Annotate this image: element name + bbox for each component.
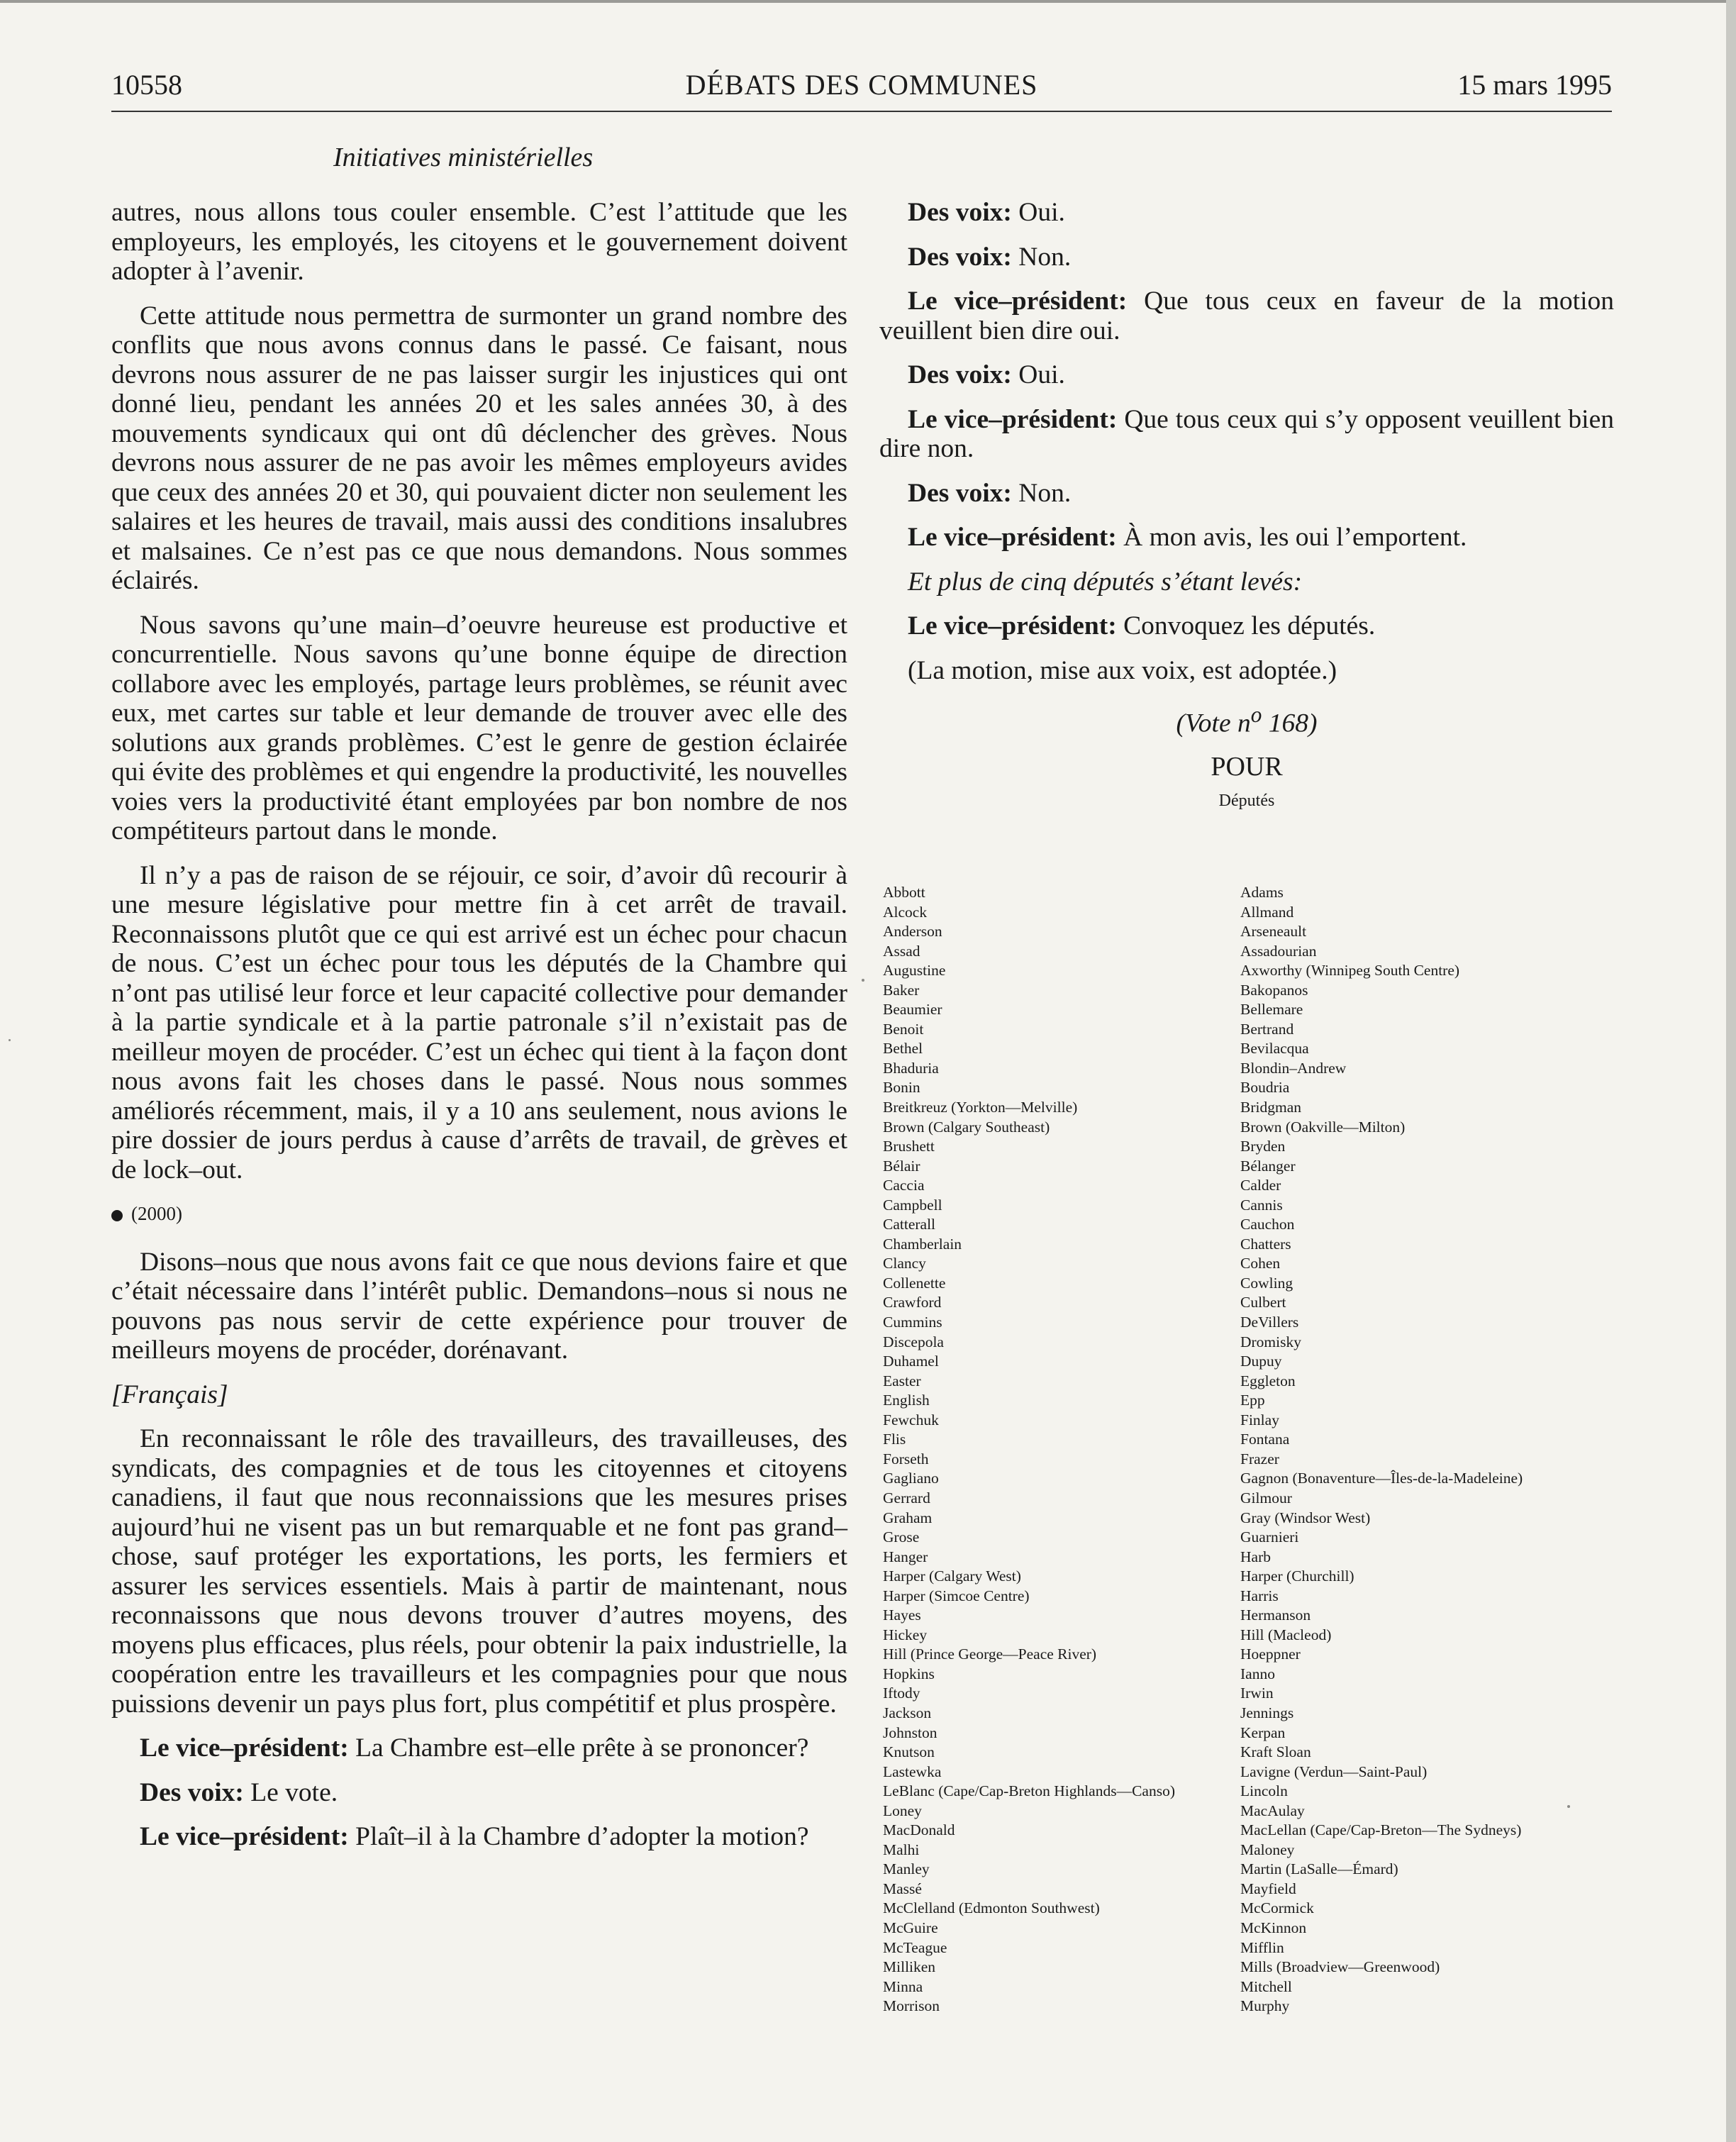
pour-heading: POUR — [1211, 752, 1283, 782]
member-name: Mifflin — [1240, 1938, 1284, 1956]
procedural-note-text: Et plus de cinq députés s’étant levés: — [908, 567, 1303, 596]
member-name: Clancy — [883, 1255, 926, 1272]
member-name: Hickey — [883, 1626, 928, 1643]
speaker-label: Le vice–président: — [140, 1733, 349, 1763]
speech-text: Convoquez les députés. — [1123, 611, 1376, 640]
member-name: Mayfield — [1240, 1880, 1296, 1897]
member-name: Loney — [883, 1802, 922, 1819]
member-name: Manley — [883, 1860, 930, 1878]
member-name: Epp — [1240, 1392, 1265, 1409]
member-name: Fewchuk — [883, 1411, 939, 1428]
exchange — [879, 523, 1614, 553]
member-name: Crawford — [883, 1294, 942, 1311]
speaker-label: Le vice–président: — [908, 611, 1117, 640]
member-name: Frazer — [1240, 1450, 1279, 1467]
member-name: Allmand — [1240, 903, 1294, 921]
member-name: MacLellan (Cape/Cap-Breton—The Sydneys) — [1240, 1821, 1522, 1839]
speaker-label: Le vice–président: — [908, 404, 1118, 434]
member-name: Morrison — [883, 1997, 940, 2015]
member-name: Culbert — [1240, 1294, 1286, 1311]
member-name: Milliken — [883, 1958, 936, 1976]
member-name: Bélanger — [1240, 1157, 1296, 1175]
member-name: Chamberlain — [883, 1235, 962, 1253]
member-name: Calder — [1240, 1177, 1281, 1194]
member-name: Massé — [883, 1880, 922, 1897]
member-name: Bellemare — [1240, 1001, 1303, 1019]
member-name: Assad — [883, 942, 920, 960]
vote-close: 168) — [1262, 709, 1318, 738]
member-name: Blondin–Andrew — [1240, 1059, 1347, 1077]
member-name: Harper (Calgary West) — [883, 1567, 1021, 1585]
member-name: Gagnon (Bonaventure—Îles-de-la-Madeleine) — [1240, 1470, 1523, 1487]
language-marker — [111, 1380, 847, 1410]
scan-speck — [862, 979, 864, 982]
member-name: Discepola — [883, 1333, 944, 1350]
member-name: Lavigne (Verdun—Saint-Paul) — [1240, 1763, 1428, 1780]
scan-edge-right — [1726, 0, 1736, 2142]
member-name: Duhamel — [883, 1353, 939, 1370]
member-name: Harris — [1240, 1587, 1279, 1604]
member-name: Anderson — [883, 923, 942, 940]
running-header — [111, 68, 1612, 106]
member-name: Assadourian — [1240, 942, 1317, 960]
exchange — [879, 360, 1614, 390]
member-name: Axworthy (Winnipeg South Centre) — [1240, 962, 1460, 980]
paragraph: En reconnaissant le rôle des travailleurs, des travailleuses, des syndicats, des compagnies et de tous les citoyennes et citoyens canadiens, il faut que nous reconnaissions que les mesures prises aujourd’hui ne visent pas un but remarquable et ne font pas grand–chose, sauf protéger les exportations, les ports, les fermiers et assurer les services essentiels. Mais à partir de maintenant, nous reconnaissons que nous devons trouver d’autres moyens, des moyens plus efficaces, plus réels, pour obtenir la paix industrielle, la coopération entre les travailleurs et les compagnies pour que nous puissions devenir un pays plus fort, plus compétitif et plus prospère. — [111, 1424, 847, 1719]
member-name: Caccia — [883, 1177, 925, 1194]
speech-text: Oui. — [1018, 360, 1065, 389]
speaker-label: Des voix: — [140, 1777, 244, 1807]
member-name: Augustine — [883, 962, 946, 980]
member-name: MacDonald — [883, 1821, 955, 1839]
speaker-label: Le vice–président: — [140, 1822, 349, 1851]
scan-speck — [9, 1039, 11, 1041]
member-name: Eggleton — [1240, 1372, 1296, 1389]
member-name: Finlay — [1240, 1411, 1279, 1428]
member-name: McKinnon — [1240, 1919, 1307, 1936]
member-name: Fontana — [1240, 1431, 1290, 1448]
exchange — [879, 405, 1614, 464]
exchange — [879, 243, 1614, 272]
member-name: Mills (Broadview—Greenwood) — [1240, 1958, 1440, 1976]
member-name: McGuire — [883, 1919, 938, 1936]
member-name: Hoeppner — [1240, 1646, 1301, 1663]
member-name: Hill (Macleod) — [1240, 1626, 1332, 1643]
time-marker — [111, 1199, 847, 1229]
member-name: Harper (Simcoe Centre) — [883, 1587, 1030, 1604]
member-name: Collenette — [883, 1274, 946, 1292]
member-name: Boudria — [1240, 1079, 1290, 1097]
member-name: Johnston — [883, 1724, 937, 1741]
scan-speck — [1567, 1805, 1570, 1808]
member-name: Breitkreuz (Yorkton—Melville) — [883, 1099, 1078, 1116]
member-name: Bhaduria — [883, 1059, 939, 1077]
member-name: Catterall — [883, 1216, 936, 1233]
speaker-label: Des voix: — [908, 478, 1012, 508]
member-name: Graham — [883, 1509, 933, 1526]
vote-number — [879, 700, 1614, 738]
member-name: Arseneault — [1240, 923, 1307, 940]
member-name: Knutson — [883, 1743, 935, 1761]
member-name: Gagliano — [883, 1470, 939, 1487]
vote-sup: o — [1250, 702, 1262, 727]
member-name: Malhi — [883, 1841, 920, 1858]
member-name: Harper (Churchill) — [1240, 1567, 1354, 1585]
motion-result: (La motion, mise aux voix, est adoptée.) — [908, 655, 1337, 685]
speaker-label: Le vice–président: — [908, 287, 1128, 316]
exchange — [111, 1733, 847, 1763]
member-name: Cohen — [1240, 1255, 1281, 1272]
member-name: Gilmour — [1240, 1489, 1292, 1506]
section-heading: Initiatives ministérielles — [333, 143, 594, 172]
speech-text: Que tous ceux en faveur de la motion veuillent bien dire oui. — [879, 287, 1614, 345]
exchange — [879, 611, 1614, 641]
member-name: Brushett — [883, 1138, 935, 1155]
member-name: Kerpan — [1240, 1724, 1286, 1741]
member-name: McCormick — [1240, 1899, 1314, 1917]
members-column-left — [883, 883, 1223, 2016]
member-name: Easter — [883, 1372, 921, 1389]
member-name: Dupuy — [1240, 1353, 1282, 1370]
exchange — [111, 1778, 847, 1808]
time-marker-text: (2000) — [131, 1203, 182, 1224]
member-name: Benoit — [883, 1020, 924, 1038]
right-column — [879, 198, 1614, 828]
vote-open: (Vote n — [1176, 709, 1251, 738]
speech-text: Non. — [1018, 478, 1072, 508]
member-name: Alcock — [883, 903, 928, 921]
speech-text: Que tous ceux qui s’y opposent veuillent bien dire non. — [879, 404, 1614, 463]
member-name: Harb — [1240, 1548, 1271, 1565]
member-name: Cummins — [883, 1314, 942, 1331]
speaker-label: Des voix: — [908, 242, 1012, 272]
member-name: Hill (Prince George—Peace River) — [883, 1646, 1097, 1663]
speaker-label: Le vice–président: — [908, 523, 1117, 552]
member-name: Hanger — [883, 1548, 928, 1565]
member-name: Bevilacqua — [1240, 1040, 1309, 1058]
member-name: Ianno — [1240, 1665, 1275, 1682]
exchange — [879, 198, 1614, 228]
member-name: Forseth — [883, 1450, 929, 1467]
member-name: Dromisky — [1240, 1333, 1301, 1350]
member-name: Martin (LaSalle—Émard) — [1240, 1860, 1398, 1878]
speaker-label: Des voix: — [908, 198, 1012, 227]
member-name: Mitchell — [1240, 1977, 1292, 1995]
member-name: Gerrard — [883, 1489, 930, 1506]
bullet-icon — [111, 1210, 123, 1221]
member-name: Cowling — [1240, 1274, 1293, 1292]
members-column-right — [1240, 883, 1637, 2016]
language-marker-text: [Français] — [111, 1380, 228, 1409]
member-name: Cannis — [1240, 1196, 1283, 1214]
page-number: 10558 — [111, 69, 182, 101]
speech-text: Plaît–il à la Chambre d’adopter la motion? — [355, 1822, 809, 1851]
member-name: Abbott — [883, 884, 925, 901]
speech-text: Non. — [1018, 242, 1072, 272]
deputes-heading: Députés — [1218, 791, 1275, 810]
member-name: Campbell — [883, 1196, 942, 1214]
member-name: Baker — [883, 981, 920, 999]
member-name: Bakopanos — [1240, 981, 1308, 999]
member-name: Bertrand — [1240, 1020, 1294, 1038]
member-name: English — [883, 1392, 930, 1409]
member-name: Kraft Sloan — [1240, 1743, 1311, 1761]
member-name: Bélair — [883, 1157, 920, 1175]
member-name: Adams — [1240, 884, 1284, 901]
speech-text: La Chambre est–elle prête à se prononcer? — [355, 1733, 809, 1763]
paragraph: autres, nous allons tous couler ensemble. C’est l’attitude que les employeurs, les employés, les citoyens et le gouvernement doivent adopter à l’avenir. — [111, 198, 847, 286]
speech-text: Le vote. — [250, 1777, 338, 1807]
header-date: 15 mars 1995 — [1457, 69, 1612, 101]
paragraph: Il n’y a pas de raison de se réjouir, ce soir, d’avoir dû recourir à une mesure législative pour mettre fin à cet arrêt de travail. Reconnaissons plutôt que ce qui est arrivé est un échec pour chacun de nous. C’est un échec pour tous les députés de la Chambre qui n’ont pas utilisé leur force et leur capacité collective pour demander à la partie syndicale et à la partie patronale s’il n’existait pas de meilleur moyen de procéder. C’est un échec qui tient à la façon dont nous avons fait les choses dans le passé. Nous nous sommes améliorés récemment, mais, il y a 10 ans seulement, nous avions le pire dossier de jours perdus à cause d’arrêts de travail, de grèves et de lock–out. — [111, 860, 847, 1184]
member-name: Bonin — [883, 1079, 920, 1097]
member-name: Bryden — [1240, 1138, 1286, 1155]
member-name: Grose — [883, 1528, 920, 1546]
member-name: Bethel — [883, 1040, 923, 1058]
member-name: Lastewka — [883, 1763, 942, 1780]
scan-edge-top — [0, 0, 1736, 3]
member-name: Hermanson — [1240, 1606, 1311, 1624]
member-name: Jennings — [1240, 1704, 1294, 1721]
member-name: Hopkins — [883, 1665, 935, 1682]
member-name: Flis — [883, 1431, 906, 1448]
speech-text: À mon avis, les oui l’emportent. — [1123, 523, 1467, 552]
paragraph: Disons–nous que nous avons fait ce que nous devions faire et que c’était nécessaire dans l’intérêt public. Demandons–nous si nous ne pouvons pas nous servir de cette expérience pour trouver de meilleurs moyens de procéder, dorénavant. — [111, 1247, 847, 1365]
member-name: Guarnieri — [1240, 1528, 1299, 1546]
member-name: MacAulay — [1240, 1802, 1305, 1819]
member-name: Iftody — [883, 1685, 920, 1702]
left-column — [111, 198, 847, 1867]
member-name: LeBlanc (Cape/Cap-Breton Highlands—Canso) — [883, 1782, 1175, 1800]
member-name: Gray (Windsor West) — [1240, 1509, 1371, 1526]
member-name: McTeague — [883, 1938, 947, 1956]
member-name: McClelland (Edmonton Southwest) — [883, 1899, 1100, 1917]
member-name: Hayes — [883, 1606, 921, 1624]
speaker-label: Des voix: — [908, 360, 1012, 389]
publication-title: DÉBATS DES COMMUNES — [685, 69, 1038, 101]
member-name: Irwin — [1240, 1685, 1274, 1702]
member-name: DeVillers — [1240, 1314, 1299, 1331]
speech-text: Oui. — [1018, 198, 1065, 227]
member-name: Chatters — [1240, 1235, 1291, 1253]
member-name: Brown (Calgary Southeast) — [883, 1118, 1050, 1136]
member-name: Murphy — [1240, 1997, 1290, 2015]
exchange — [111, 1822, 847, 1852]
member-name: Lincoln — [1240, 1782, 1288, 1800]
member-name: Minna — [883, 1977, 923, 1995]
paragraph: Nous savons qu’une main–d’oeuvre heureuse est productive et concurrentielle. Nous savons qu’une bonne équipe de direction collabore avec les employés, partage leurs problèmes, se réunit avec eux, met cartes sur table et leur demande de trouver avec elle des solutions aux grands problèmes. C’est le genre de gestion éclairée qui évite des problèmes et qui engendre la productivité, les nouvelles voies vers la productivité étant employées par bon nombre de nos compétiteurs partout dans le monde. — [111, 610, 847, 845]
member-name: Bridgman — [1240, 1099, 1301, 1116]
member-name: Cauchon — [1240, 1216, 1295, 1233]
header-rule — [111, 111, 1612, 112]
member-name: Maloney — [1240, 1841, 1295, 1858]
exchange — [879, 287, 1614, 345]
procedural-note — [879, 567, 1614, 597]
member-name: Beaumier — [883, 1001, 942, 1019]
member-name: Brown (Oakville—Milton) — [1240, 1118, 1406, 1136]
member-name: Jackson — [883, 1704, 932, 1721]
exchange — [879, 479, 1614, 509]
paragraph: Cette attitude nous permettra de surmonter un grand nombre des conflits que nous avons connus dans le passé. Ce faisant, nous devrons nous assurer de ne pas laisser surgir les injustices qui ont donné lieu, pendant les années 20 et les sales années 30, à des mouvements syndicaux qui ont dû déclencher des grèves. Nous devrons nous assurer de ne pas avoir les mêmes employeurs avides que ceux des années 20 et 30, qui pouvaient dicter non seulement les salaires et les heures de travail, mais aussi des conditions insalubres et malsaines. Ce n’est pas ce que nous demandons. Nous sommes éclairés. — [111, 301, 847, 595]
